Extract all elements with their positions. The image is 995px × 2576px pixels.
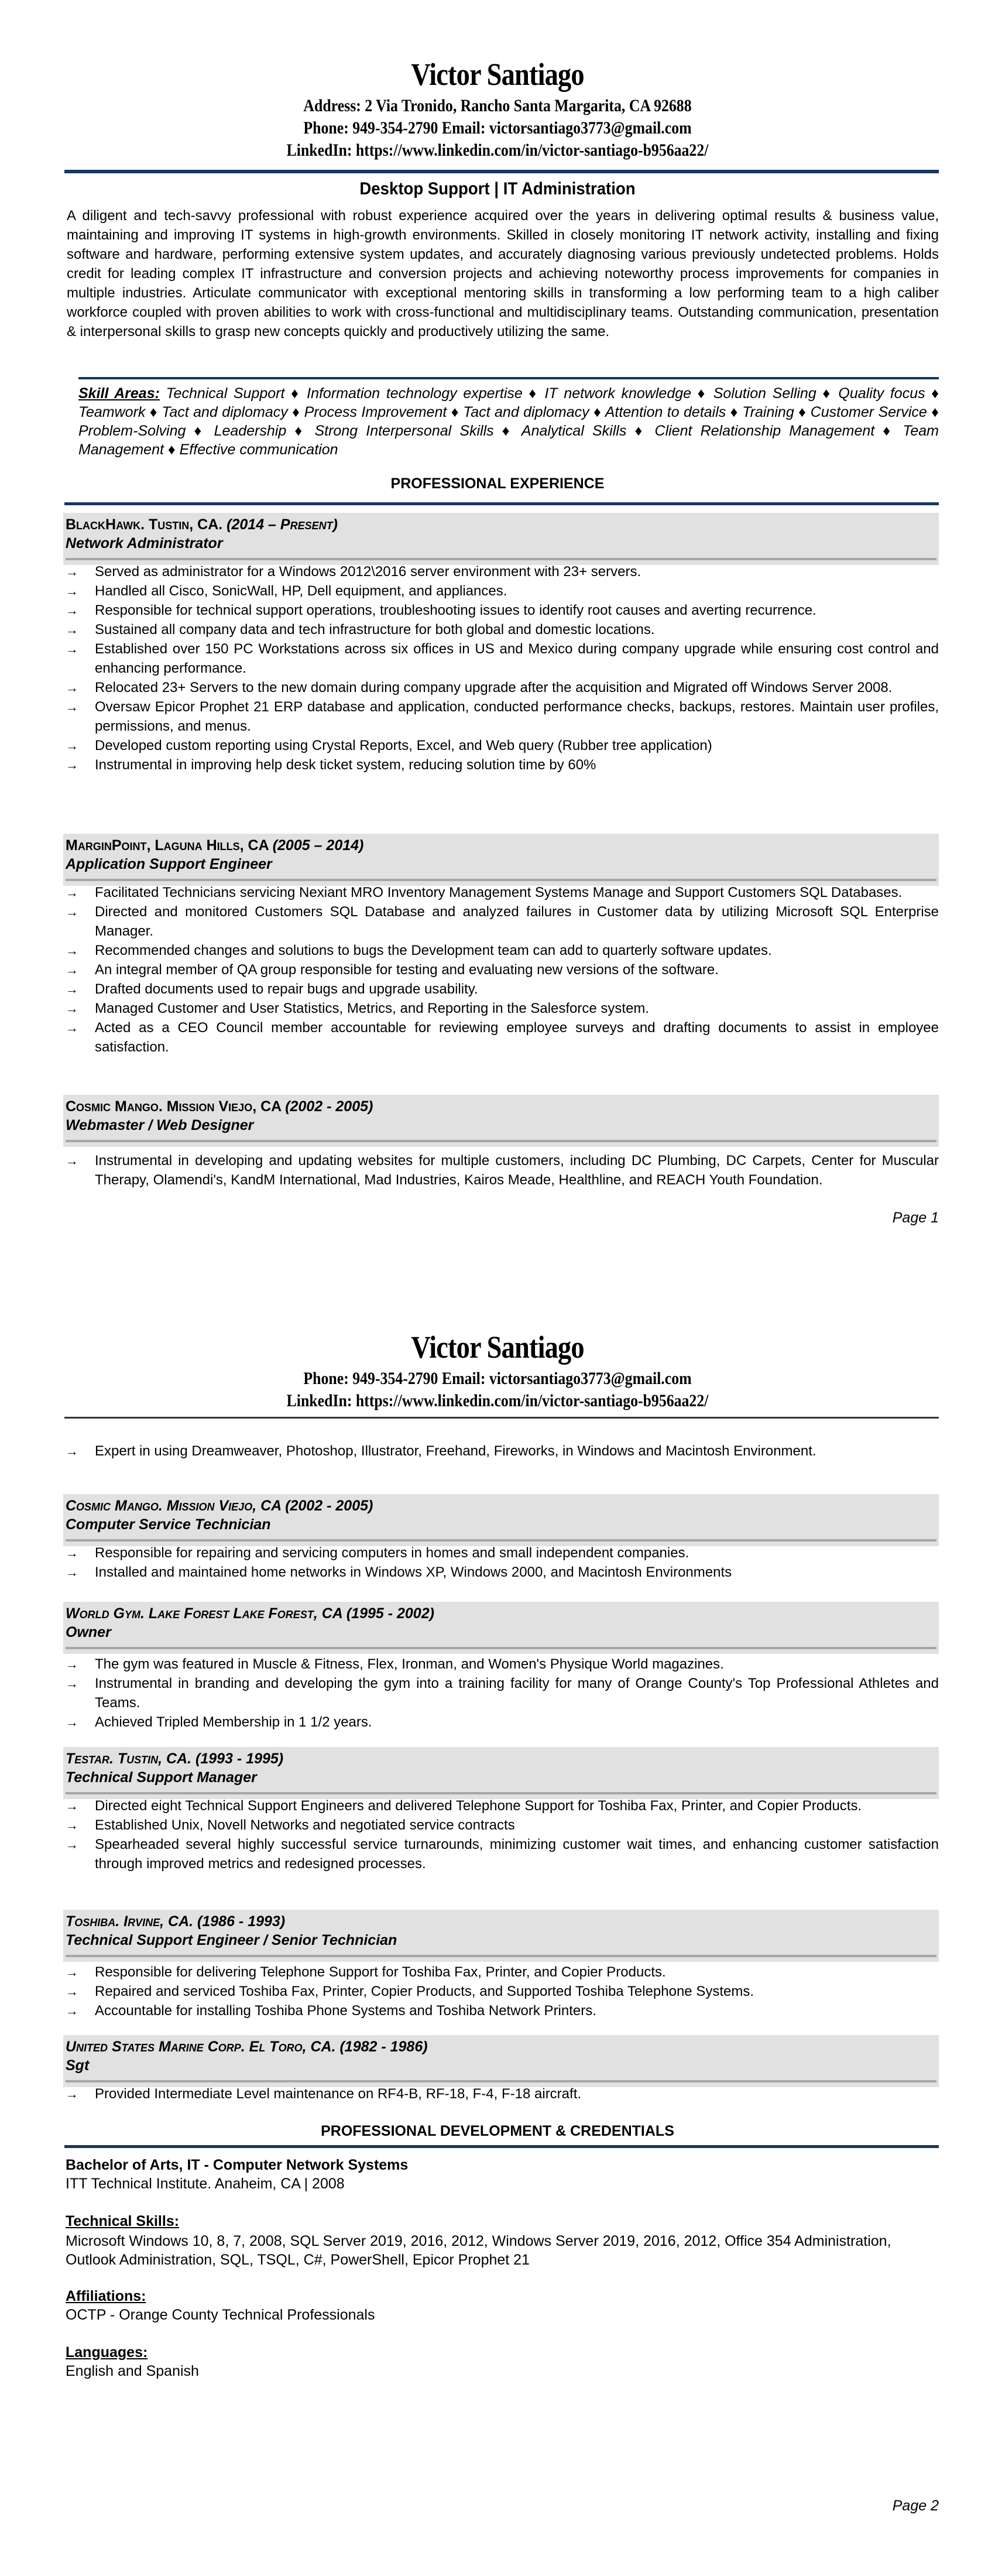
languages-label: Languages: — [66, 2344, 148, 2361]
arrow-right-icon: → — [66, 962, 78, 977]
arrow-right-icon: → — [66, 758, 78, 772]
arrow-right-icon: → — [66, 1676, 78, 1691]
page-number: Page 1 — [892, 1210, 939, 1226]
section-title-experience: PROFESSIONAL EXPERIENCE — [390, 475, 605, 492]
job-bullets — [66, 1543, 939, 1582]
list-item: → Achieved Tripled Membership in 1 1/2 years. — [66, 1712, 939, 1732]
continued-bullets — [66, 1441, 939, 1461]
arrow-right-icon: → — [66, 1565, 78, 1580]
arrow-right-icon: → — [66, 885, 78, 900]
arrow-right-icon: → — [66, 584, 78, 598]
job-header — [63, 2035, 939, 2087]
job-header-bar — [66, 1647, 936, 1649]
languages-text: English and Spanish — [66, 2363, 199, 2379]
list-item: → Developed custom reporting using Crystal Reports, Excel, and Web query (Rubber tree application) — [66, 736, 939, 755]
header-divider — [64, 170, 939, 173]
job-bullets — [66, 1654, 939, 1732]
job-bullets — [66, 883, 939, 1057]
header-divider — [64, 1417, 939, 1419]
list-item: → The gym was featured in Muscle & Fitness, Flex, Ironman, and Women's Physique World magazines. — [66, 1654, 939, 1674]
list-item: → Instrumental in branding and developing the gym into a training facility for many of Orange County's Top Professional Athletes and Teams. — [66, 1674, 939, 1712]
job-title: Network Administrator — [66, 535, 223, 551]
list-item: → Facilitated Technicians servicing Nexiant MRO Inventory Management Systems Manage and Support Customers SQL Databases. — [66, 883, 939, 902]
job-header — [63, 1910, 939, 1962]
list-item: → An integral member of QA group responsible for testing and evaluating new versions of the software. — [66, 960, 939, 979]
job-bullets — [66, 2084, 939, 2104]
list-item: → Recommended changes and solutions to bugs the Development team can add to quarterly software updates. — [66, 941, 939, 960]
arrow-right-icon: → — [66, 1984, 78, 1999]
candidate-name: Victor Santiago — [411, 57, 584, 92]
arrow-right-icon: → — [66, 642, 78, 656]
job-company: Toshiba. Irvine, CA. (1986 - 1993) — [66, 1913, 286, 1930]
degree: Bachelor of Arts, IT - Computer Network Systems — [66, 2157, 409, 2173]
arrow-right-icon: → — [66, 905, 78, 919]
list-item: → Drafted documents used to repair bugs and upgrade usability. — [66, 979, 939, 999]
job-title: Technical Support Engineer / Senior Technician — [66, 1932, 397, 1948]
list-item: → Directed and monitored Customers SQL Database and analyzed failures in Customer data by utilizing Microsoft SQL Enterprise Manager. — [66, 902, 939, 941]
list-item: → Directed eight Technical Support Engineers and delivered Telephone Support for Toshiba Fax, Printer, and Copier Products. — [66, 1796, 939, 1815]
arrow-right-icon: → — [66, 2087, 78, 2101]
list-item: → Provided Intermediate Level maintenance on RF4-B, RF-18, F-4, F-18 aircraft. — [66, 2084, 939, 2104]
arrow-right-icon: → — [66, 1818, 78, 1832]
job-header — [63, 834, 939, 886]
arrow-right-icon: → — [66, 1657, 78, 1671]
school: ITT Technical Institute. Anaheim, CA | 2008 — [66, 2176, 345, 2192]
job-header-bar — [66, 558, 936, 560]
list-item: → Installed and maintained home networks in Windows XP, Windows 2000, and Macintosh Environments — [66, 1563, 939, 1582]
job-title: Technical Support Manager — [66, 1769, 257, 1786]
job-header-bar — [66, 2080, 936, 2082]
arrow-right-icon: → — [66, 1546, 78, 1560]
list-item: → Managed Customer and User Statistics, Metrics, and Reporting in the Salesforce system. — [66, 999, 939, 1018]
affiliations-text: OCTP - Orange County Technical Professionals — [66, 2307, 375, 2323]
job-header — [63, 1602, 939, 1654]
job-header — [63, 1494, 939, 1546]
candidate-name: Victor Santiago — [411, 1330, 584, 1365]
job-company: United States Marine Corp. El Toro, CA. (1982 - 1986) — [66, 2039, 428, 2055]
list-item: → Instrumental in improving help desk ticket system, reducing solution time by 60% — [66, 755, 939, 775]
phone-email-line: Phone: 949-354-2790 Email: victorsantiago3773@gmail.com — [303, 1369, 692, 1388]
arrow-right-icon: → — [66, 1153, 78, 1168]
section-title-credentials: PROFESSIONAL DEVELOPMENT & CREDENTIALS — [321, 2123, 674, 2139]
job-bullets — [66, 1796, 939, 1873]
list-item: → Oversaw Epicor Prophet 21 ERP database and application, conducted performance checks, backups, restores. Maintain user profiles, permissions, and menus. — [66, 697, 939, 736]
job-title: Webmaster / Web Designer — [66, 1117, 254, 1133]
job-header-bar — [66, 1140, 936, 1142]
job-company: MarginPoint, Laguna Hills, CA (2005 – 2014) — [66, 837, 364, 854]
job-title: Sgt — [66, 2057, 90, 2074]
arrow-right-icon: → — [66, 2003, 78, 2018]
summary-paragraph: A diligent and tech-savvy professional with robust experience acquired over the years in delivering optimal results & business value, maintaining and improving IT systems in high-growth environments. Skilled in closely monitoring IT network activity, installing and fixing software and hardware, performing extensive system updates, and accurately diagnosing various previously undetected problems. Holds credit for leading complex IT infrastructure and conversion projects and achieving noteworthy process improvements for companies in multiple industries. Articulate communicator with exceptional mentoring skills in transforming a low performing team to a high caliber workforce coupled with proven abilities to work with cross-functional and multidisciplinary teams. Outstanding communication, presentation & interpersonal skills to grasp new concepts quickly and productively utilizing the same. — [67, 208, 939, 340]
arrow-right-icon: → — [66, 1837, 78, 1852]
arrow-right-icon: → — [66, 982, 78, 996]
job-header-bar — [66, 1955, 936, 1957]
job-bullets — [66, 562, 939, 775]
arrow-right-icon: → — [66, 700, 78, 714]
job-company: BlackHawk. Tustin, CA. (2014 – Present) — [66, 516, 338, 533]
list-item: → Spearheaded several highly successful service turnarounds, minimizing customer wait times, and enhancing customer satisfaction through improved metrics and redesigned processes. — [66, 1835, 939, 1873]
job-title: Application Support Engineer — [66, 856, 272, 872]
list-item: → Instrumental in developing and updating websites for multiple customers, including DC Plumbing, DC Carpets, Center for Muscular Therapy, Olamendi's, KandM International, Mad Industries, Kairos Meade, Healthline, and REACH Youth Foundation. — [66, 1151, 939, 1190]
list-item: → Established Unix, Novell Networks and negotiated service contracts — [66, 1815, 939, 1835]
arrow-right-icon: → — [66, 1001, 78, 1016]
page-number: Page 2 — [892, 2498, 939, 2514]
list-item: → Relocated 23+ Servers to the new domain during company upgrade after the acquisition and Migrated off Windows Server 2008. — [66, 678, 939, 697]
technical-skills-label: Technical Skills: — [66, 2213, 180, 2229]
credentials-divider — [64, 2145, 939, 2148]
arrow-right-icon: → — [66, 622, 78, 637]
arrow-right-icon: → — [66, 1020, 78, 1035]
job-bullets — [66, 1151, 939, 1190]
arrow-right-icon: → — [66, 738, 78, 753]
arrow-right-icon: → — [66, 943, 78, 958]
arrow-right-icon: → — [66, 1715, 78, 1729]
job-header-bar — [66, 1792, 936, 1794]
list-item: → Served as administrator for a Windows 2012\2016 server environment with 23+ servers. — [66, 562, 939, 581]
affiliations-label: Affiliations: — [66, 2288, 146, 2304]
arrow-right-icon: → — [66, 564, 78, 579]
list-item: → Accountable for installing Toshiba Phone Systems and Toshiba Network Printers. — [66, 2001, 939, 2020]
job-bullets — [66, 1962, 939, 2020]
skill-areas-list: Technical Support ♦ Information technology expertise ♦ IT network knowledge ♦ Solution Selling ♦ Quality focus ♦ Teamwork ♦ Tact and diplomacy ♦ Process Improvement ♦ Tact and diplomacy ♦ Attention to details ♦ Training ♦ Customer Service ♦ Problem-Solving ♦ Leadership ♦ Strong Interpersonal Skills ♦ Analytical Skills ♦ Client Relationship Management ♦ Team Management ♦ Effective communication — [78, 385, 939, 458]
list-item: → Responsible for technical support operations, troubleshooting issues to identify root causes and averting recurrence. — [66, 601, 939, 620]
job-title: Owner — [66, 1624, 111, 1640]
job-company: World Gym. Lake Forest Lake Forest, CA (1995 - 2002) — [66, 1605, 434, 1622]
list-item: → Responsible for delivering Telephone Support for Toshiba Fax, Printer, and Copier Products. — [66, 1962, 939, 1982]
list-item: → Acted as a CEO Council member accountable for reviewing employee surveys and drafting documents to assist in employee satisfaction. — [66, 1018, 939, 1057]
phone-email-line: Phone: 949-354-2790 Email: victorsantiago3773@gmail.com — [303, 118, 692, 138]
linkedin-line[interactable]: LinkedIn: https://www.linkedin.com/in/victor-santiago-b956aa22/ — [286, 1391, 709, 1410]
list-item: → Expert in using Dreamweaver, Photoshop, Illustrator, Freehand, Fireworks, in Windows and Macintosh Environment. — [66, 1441, 939, 1461]
job-header-bar — [66, 1539, 936, 1542]
address-line: Address: 2 Via Tronido, Rancho Santa Margarita, CA 92688 — [303, 96, 692, 115]
experience-divider — [64, 502, 939, 505]
job-title: Computer Service Technician — [66, 1516, 271, 1533]
arrow-right-icon: → — [66, 680, 78, 695]
list-item: → Responsible for repairing and servicing computers in homes and small independent companies. — [66, 1543, 939, 1563]
list-item: → Established over 150 PC Workstations across six offices in US and Mexico during company upgrade while ensuring cost control and enhancing performance. — [66, 639, 939, 678]
skills-divider — [78, 377, 939, 379]
job-company: Cosmic Mango. Mission Viejo, CA (2002 - 2005) — [66, 1098, 373, 1115]
linkedin-line[interactable]: LinkedIn: https://www.linkedin.com/in/victor-santiago-b956aa22/ — [286, 141, 709, 160]
arrow-right-icon: → — [66, 603, 78, 618]
skill-areas-label: Skill Areas: — [78, 385, 160, 402]
technical-skills-text: Microsoft Windows 10, 8, 7, 2008, SQL Server 2019, 2016, 2012, Windows Server 2019, 2016, 2012, Office 354 Administration, Outlook Administration, SQL, TSQL, C#, PowerShell, Epicor Prophet 21 — [66, 2233, 891, 2268]
job-header — [63, 1747, 939, 1799]
list-item: → Handled all Cisco, SonicWall, HP, Dell equipment, and appliances. — [66, 581, 939, 601]
list-item: → Repaired and serviced Toshiba Fax, Printer, Copier Products, and Supported Toshiba Telephone Systems. — [66, 1982, 939, 2001]
headline: Desktop Support | IT Administration — [359, 179, 636, 198]
job-header — [63, 1095, 939, 1147]
job-header — [63, 513, 939, 565]
job-company: Cosmic Mango. Mission Viejo, CA (2002 - 2005) — [66, 1498, 373, 1514]
arrow-right-icon: → — [66, 1444, 78, 1458]
skill-areas — [78, 384, 939, 459]
arrow-right-icon: → — [66, 1799, 78, 1813]
job-header-bar — [66, 879, 936, 881]
list-item: → Sustained all company data and tech infrastructure for both global and domestic locations. — [66, 620, 939, 639]
arrow-right-icon: → — [66, 1965, 78, 1979]
job-company: Testar. Tustin, CA. (1993 - 1995) — [66, 1751, 284, 1767]
